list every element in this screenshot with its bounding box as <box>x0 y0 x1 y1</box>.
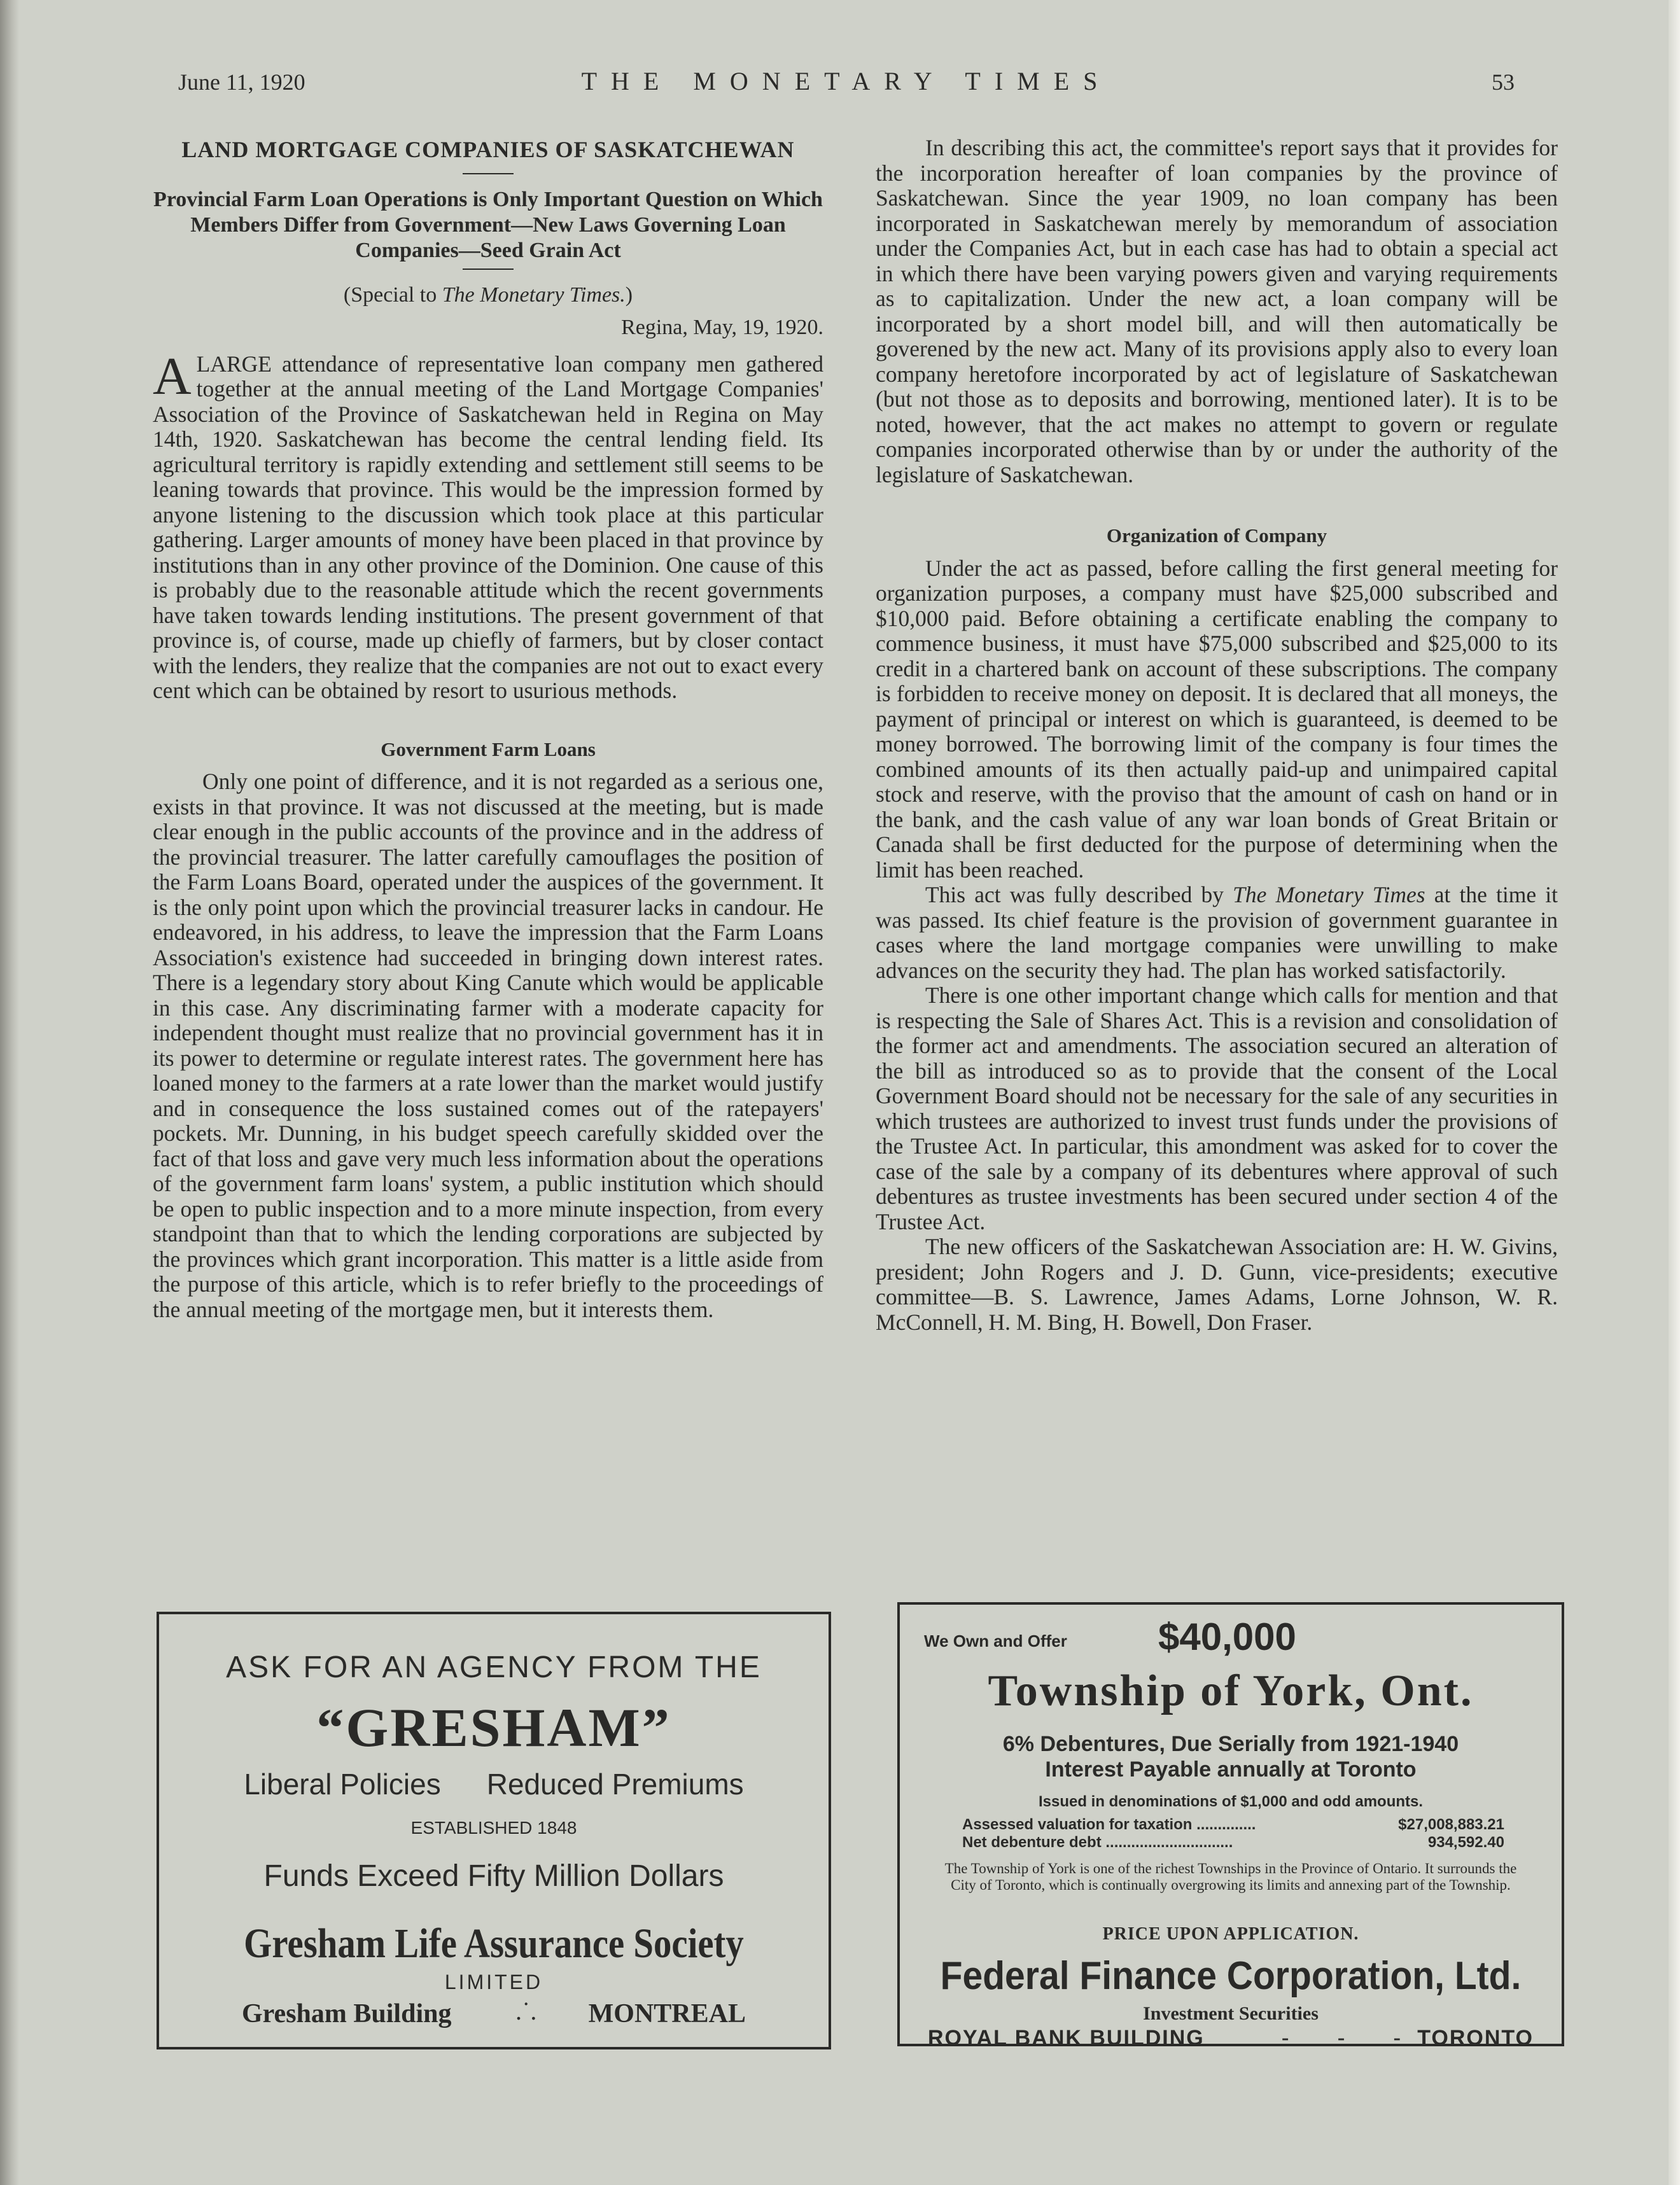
heading-rule <box>463 173 514 174</box>
new-officers-paragraph: The new officers of the Saskatchewan Association are: H. W. Givins, president; John Rogers and J. D. Gunn, vice-presidents; executive committee—B. S. Lawrence, James Adams, Lorne Johnson, W. R. McConnell, H. M. Bing, H. Bowell, Don Fraser. <box>876 1234 1558 1335</box>
york-amount: $40,000 <box>1158 1616 1296 1658</box>
dateline: Regina, May, 19, 1920. <box>621 316 823 339</box>
subheading-government-farm-loans: Government Farm Loans <box>381 737 596 760</box>
act-described-text-end: at the time it was passed. Its chief feature is the provision of government guarantee in cases where the land mortgage companies were unwilling to make advances on the security they had. The plan has worked satisfactorily. <box>876 882 1558 983</box>
act-described-text-start: This act was fully described by <box>925 882 1233 907</box>
page-edge <box>1669 0 1680 2185</box>
york-offer-label: We Own and Offer <box>924 1631 1067 1651</box>
byline-prefix: (Special to <box>343 283 442 307</box>
publication-title: THE MONETARY TIMES <box>581 67 1112 95</box>
york-debentures-advertisement <box>897 1602 1564 2050</box>
ornament-dots: .˙. <box>515 1997 537 2025</box>
york-debt-label: Net debenture debt .............................. <box>962 1834 1233 1851</box>
york-assessed-label: Assessed valuation for taxation .............. <box>962 1816 1256 1833</box>
york-price: PRICE UPON APPLICATION. <box>1102 1924 1359 1944</box>
article-left-column <box>153 137 823 1322</box>
federal-finance-building: ROYAL BANK BUILDING <box>928 2026 1205 2050</box>
intro-paragraph <box>153 346 823 704</box>
york-debentures: 6% Debentures, Due Serially from 1921-1940 <box>1002 1732 1459 1756</box>
gresham-liberal-policies: Liberal Policies <box>244 1768 441 1801</box>
organization-paragraph: Under the act as passed, before calling the first general meeting for organization purposes, a company must have $25,000 subscribed and $10,000 paid. Before obtaining a certificate enabling the company to commence business, it must have $75,000 subscribed and $25,000 to its credit in a chartered bank on account of these subscriptions. The company is forbidden to receive money on deposit. It is declared that all moneys, the payment of principal or interest on which is guaranteed, is deemed to be money borrowed. The borrowing limit of the company is four times the combined amounts of its then actually paid-up and unimpaired capital stock and reserve, with the proviso that the amount of cash on hand or in the bank, and the cash value of any war loan bonds of Great Britain or Canada shall be first deducted for the purpose of determining when the limit has been reached. <box>876 555 1558 883</box>
gresham-established: ESTABLISHED 1848 <box>410 1818 577 1838</box>
gresham-limited: LIMITED <box>444 1971 543 1993</box>
gresham-advertisement <box>157 1612 831 2049</box>
york-assessed-value: $27,008,883.21 <box>1398 1816 1504 1833</box>
subheading-organization-of-company: Organization of Company <box>1106 524 1327 547</box>
york-debt-value: 934,592.40 <box>1427 1834 1504 1851</box>
gresham-building: Gresham Building <box>242 1999 452 2028</box>
gresham-agency-line: ASK FOR AN AGENCY FROM THE <box>226 1651 762 1684</box>
article-deck: Provincial Farm Loan Operations is Only Important Question on Which Members Differ from Government—New Laws Governing Loan Companies—Seed Grain Act <box>153 187 823 262</box>
gresham-city: MONTREAL <box>588 1999 746 2028</box>
deck-rule <box>463 269 514 270</box>
farm-loans-paragraph: Only one point of difference, and it is not regarded as a serious one, exists in that province. It was not discussed at the meeting, but is made clear enough in the public accounts of the province and in the address of the provincial treasurer. The latter carefully camouflages the position of the Farm Loans Board, operated under the auspices of the government. It is the only point upon which the provincial treasurer lacks in candour. He endeavored, in his address, to leave the impression that the Farm Loans Association's existence had succeeded in bringing down interest rates. There is a legendary story about King Canute which would be applicable in this case. Any discriminating farmer with a moderate capacity for independent thought must realize that no provincial government has it in its power to determine or regulate interest rates. The government here has loaned money to the farmers at a rate lower than the market would justify and in consequence the loss sustained comes out of the ratepayers' pockets. Mr. Dunning, in his budget speech carefully skidded over the fact of that loss and gave very much less information about the operations of the government farm loans' system, a public institution which should be open to public inspection and to a more minute inspection, from every standpoint than that to which the lending corporations are subjected by the provinces which grant incorporation. This matter is a little aside from the purpose of this article, which is to refer briefly to the proceedings of the annual meeting of the mortgage men, but it interests them. <box>153 769 823 1322</box>
article-right-column <box>876 136 1558 1335</box>
gresham-funds: Funds Exceed Fifty Million Dollars <box>263 1859 724 1893</box>
gresham-reduced-premiums: Reduced Premiums <box>486 1768 744 1801</box>
act-description-paragraph: In describing this act, the committee's report says that it provides for the incorporation hereafter of loan companies by the province of Saskatchewan. Since the year 1909, no loan company has been incorporated in Saskatchewan merely by memorandum of association under the Companies Act, but in each case has had to obtain a special act in which there have been varying powers given and varying requirements as to capitalization. Under the new act, a loan company will be incorporated by a short model bill, and will then automatically be goverened by the new act. Many of its provisions apply also to every loan company heretofore incorporated by act of legislature of Saskatchewan (but not those as to deposits and borrowing, mentioned later). It is to be noted, however, that the act makes no attempt to govern or regulate companies incorporated otherwise than by or under the authority of the legislature of Saskatchewan. <box>876 135 1558 487</box>
gresham-policies <box>159 1767 829 1801</box>
federal-finance-tagline: Investment Securities <box>1143 2003 1319 2024</box>
page-number: 53 <box>1492 69 1515 95</box>
byline-publication: The Monetary Times. <box>442 283 626 307</box>
federal-finance-city: TORONTO <box>1417 2026 1534 2050</box>
article-heading: LAND MORTGAGE COMPANIES OF SASKATCHEWAN <box>181 137 795 162</box>
york-interest: Interest Payable annually at Toronto <box>1045 1757 1417 1782</box>
york-township: Township of York, Ont. <box>988 1666 1474 1715</box>
gresham-society-name: Gresham Life Assurance Society <box>244 1920 744 1967</box>
address-separator: - - - <box>1282 2026 1422 2049</box>
gresham-name: “GRESHAM” <box>316 1697 671 1758</box>
act-described-paragraph <box>876 883 1558 983</box>
york-description: The Township of York is one of the richest Townships in the Province of Ontario. It surrounds the City of Toronto, which is continually overgrowing its limits and annexing part of the Township. <box>944 1860 1517 1893</box>
federal-finance-name: Federal Finance Corporation, Ltd. <box>940 1954 1522 1998</box>
issue-date: June 11, 1920 <box>178 69 305 95</box>
york-assessed-row <box>962 1816 1504 1834</box>
running-head <box>178 69 1515 101</box>
byline-suffix: ) <box>625 283 633 307</box>
binding-edge <box>0 0 19 2185</box>
drop-cap: A <box>153 346 192 406</box>
york-debt-row <box>962 1834 1504 1852</box>
york-denominations: Issued in denominations of $1,000 and odd amounts. <box>1038 1793 1424 1810</box>
byline <box>153 283 823 308</box>
intro-text: LARGE attendance of representative loan company men gathered together at the annual meeting of the Land Mortgage Companies' Association of the Province of Saskatchewan held in Regina on May 14th, 1920. Saskatchewan has become the central lending field. Its agricultural territory is rapidly extending and settlement still seems to be leaning towards that province. This would be the impression formed by anyone listening to the discussion which took place at this particular gathering. Larger amounts of money have been placed in that province by institutions than in any other province of the Dominion. One cause of this is probably due to the reasonable attitude which the recent governments have taken towards lending institutions. The present government of that province is, of course, made up chiefly of farmers, but by closer contact with the lenders, they realize that the companies are not out to exact every cent which can be obtained by resort to usurious methods. <box>153 351 823 703</box>
sale-of-shares-paragraph: There is one other important change which calls for mention and that is respecting the Sale of Shares Act. This is a revision and consolidation of the former act and amendments. The association secured an alteration of the bill as introduced so as to provide that the consent of the Local Government Board should not be necessary for the sale of any securities in which trustees are authorized to invest trust funds under the provisions of the Trustee Act. In particular, this amondment was asked for to cover the case of the sale by a company of its debentures where approval of such debentures as trustee investments has been secured under section 4 of the Trustee Act. <box>876 982 1558 1234</box>
act-described-publication: The Monetary Times <box>1233 882 1425 907</box>
